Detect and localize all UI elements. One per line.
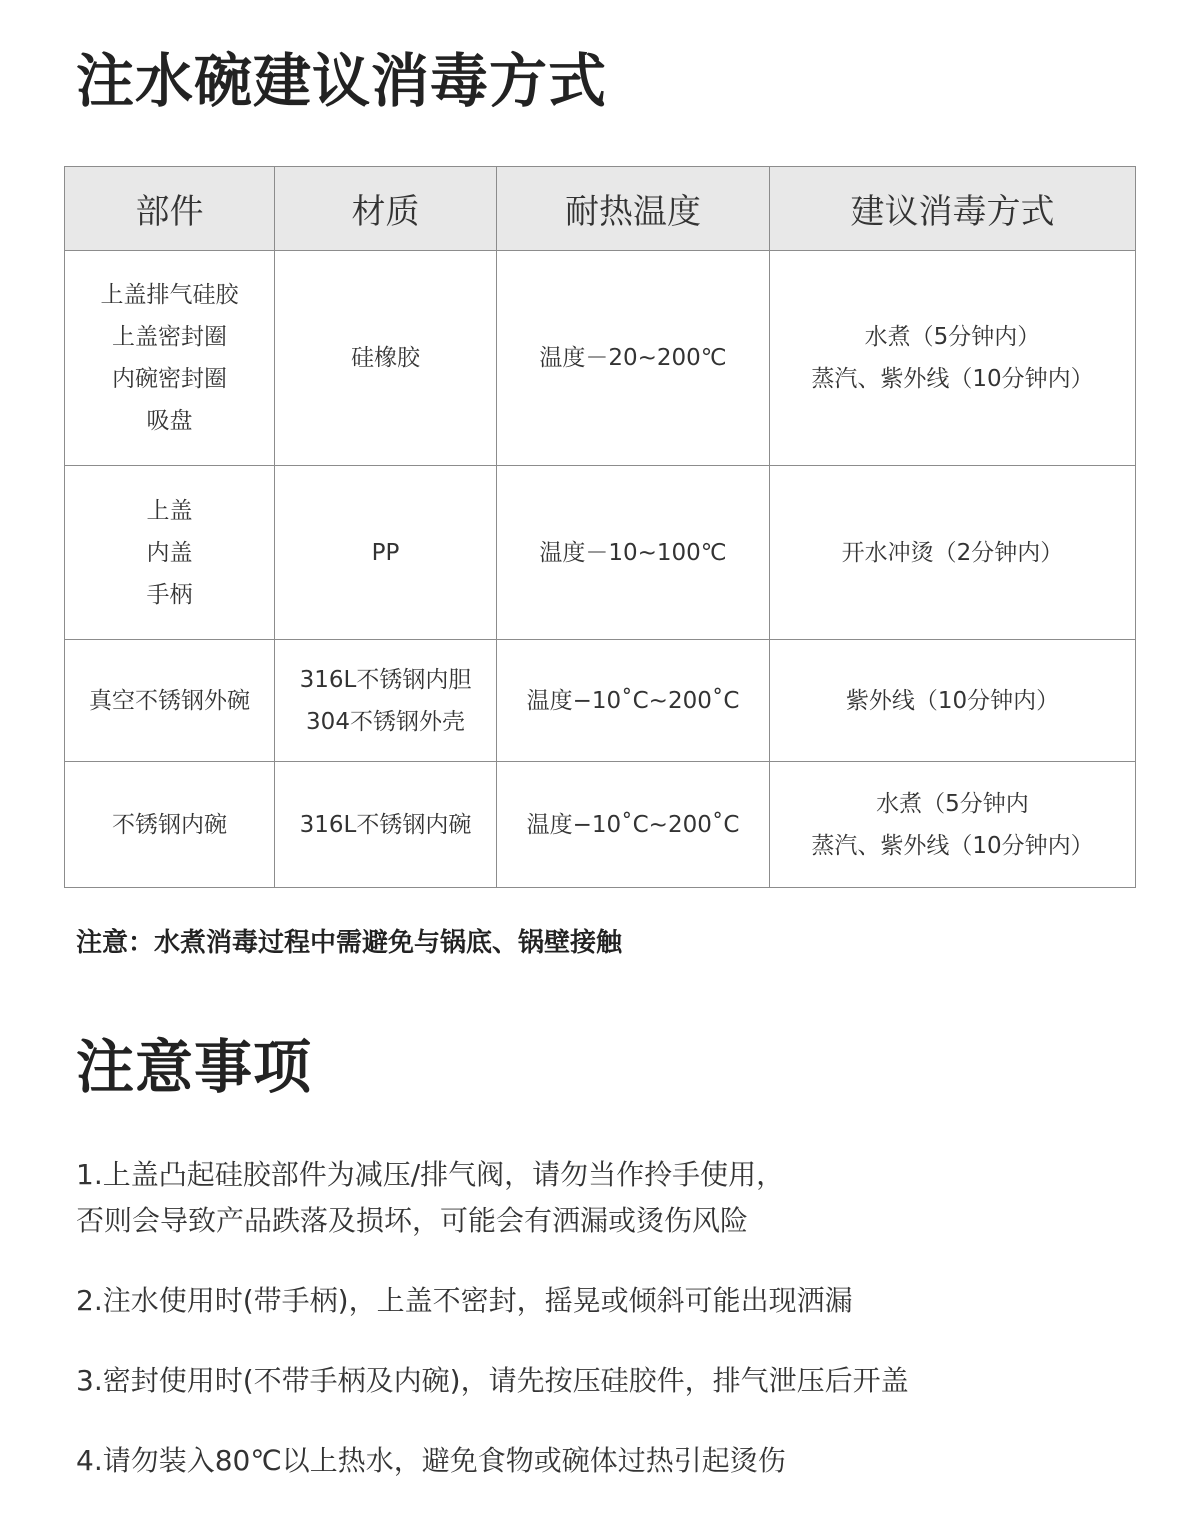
method-text: 水煮（5分钟内） — [864, 324, 1041, 350]
list-item — [76, 1358, 1156, 1404]
temperature-cell: 温度−10˚C~200˚C — [497, 640, 770, 762]
header-material: 材质 — [275, 167, 497, 251]
table-row — [65, 640, 1136, 762]
method-cell — [770, 762, 1136, 888]
part-cell — [65, 640, 275, 762]
material-name: PP — [371, 539, 400, 566]
disinfection-table — [64, 166, 1136, 888]
list-item — [76, 1278, 1156, 1324]
table-row — [65, 762, 1136, 888]
material-name: 316L不锈钢内碗 — [299, 811, 472, 838]
part-name: 吸盘 — [146, 408, 193, 434]
material-cell — [275, 640, 497, 762]
note-line: 4.请勿装入80℃以上热水，避免食物或碗体过热引起烫伤 — [76, 1444, 786, 1477]
part-name: 内盖 — [146, 539, 193, 566]
note-line: 否则会导致产品跌落及损坏，可能会有洒漏或烫伤风险 — [76, 1204, 749, 1237]
part-name: 真空不锈钢外碗 — [89, 687, 250, 714]
table-row — [65, 251, 1136, 466]
method-text: 水煮（5分钟内 — [876, 790, 1029, 817]
notes-list — [76, 1152, 1156, 1484]
part-cell — [65, 466, 275, 640]
header-disinfection-method: 建议消毒方式 — [770, 167, 1136, 251]
material-cell — [275, 466, 497, 640]
material-name: 硅橡胶 — [351, 345, 420, 371]
list-item — [76, 1152, 1156, 1244]
method-text: 蒸汽、紫外线（10分钟内） — [811, 832, 1094, 859]
method-cell — [770, 251, 1136, 466]
part-name: 手柄 — [146, 581, 193, 608]
part-name: 上盖密封圈 — [112, 324, 227, 350]
temperature-cell: 温度－20~200℃ — [497, 251, 770, 466]
part-name: 不锈钢内碗 — [112, 811, 227, 838]
note-line: 1.上盖凸起硅胶部件为减压/排气阀，请勿当作拎手使用， — [76, 1158, 785, 1191]
method-text: 开水冲烫（2分钟内） — [841, 539, 1064, 566]
temperature-cell: 温度－10~100℃ — [497, 466, 770, 640]
table-header-row — [65, 167, 1136, 251]
method-text: 蒸汽、紫外线（10分钟内） — [811, 366, 1094, 392]
note-line: 2.注水使用时(带手柄)，上盖不密封，摇晃或倾斜可能出现洒漏 — [76, 1284, 853, 1317]
disinfection-note: 注意：水煮消毒过程中需避免与锅底、锅壁接触 — [76, 928, 623, 958]
material-name: 316L不锈钢内胆 — [299, 666, 472, 693]
temperature-cell: 温度−10˚C~200˚C — [497, 762, 770, 888]
note-line: 3.密封使用时(不带手柄及内碗)，请先按压硅胶件，排气泄压后开盖 — [76, 1364, 909, 1397]
material-cell — [275, 762, 497, 888]
material-name: 304不锈钢外壳 — [306, 708, 465, 735]
method-cell — [770, 640, 1136, 762]
disinfection-section-title: 注水碗建议消毒方式 — [76, 47, 608, 115]
header-heat-resistance: 耐热温度 — [497, 167, 770, 251]
table-row — [65, 466, 1136, 640]
part-cell — [65, 762, 275, 888]
list-item — [76, 1438, 1156, 1484]
part-name: 内碗密封圈 — [112, 366, 227, 392]
notes-section-title: 注意事项 — [76, 1033, 313, 1101]
part-name: 上盖 — [146, 497, 193, 524]
part-name: 上盖排气硅胶 — [100, 282, 239, 308]
header-part: 部件 — [65, 167, 275, 251]
material-cell — [275, 251, 497, 466]
method-text: 紫外线（10分钟内） — [845, 687, 1060, 714]
method-cell — [770, 466, 1136, 640]
part-cell — [65, 251, 275, 466]
